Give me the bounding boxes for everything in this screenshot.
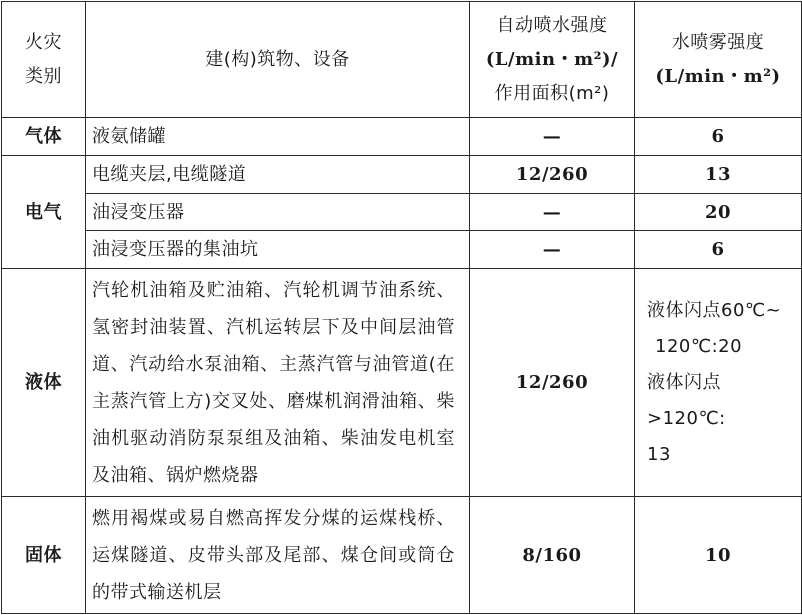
table-row [2, 156, 802, 194]
header-fire-category: 火灾 类别 [2, 2, 86, 118]
table-row [2, 269, 802, 497]
water-mist-cell: 6 [635, 231, 802, 269]
water-mist-cell: 10 [635, 497, 802, 614]
water-mist-cell: 6 [635, 118, 802, 156]
category-cell: 电气 [2, 156, 86, 269]
category-cell: 气体 [2, 118, 86, 156]
header-object: 建(构)筑物、设备 [86, 2, 470, 118]
table-row [2, 231, 802, 269]
object-cell: 液氨储罐 [86, 118, 470, 156]
category-cell: 固体 [2, 497, 86, 614]
header-auto-spray: 自动喷水强度 (L/min・m²)/ 作用面积(m²) [470, 2, 635, 118]
spray-intensity-table [1, 1, 802, 614]
water-mist-cell: 液体闪点60℃~ 120℃:20 液体闪点>120℃: 13 [635, 269, 802, 497]
object-cell: 燃用褐煤或易自燃高挥发分煤的运煤栈桥、运煤隧道、皮带头部及尾部、煤仓间或筒仓的带式输送机层 [86, 497, 470, 614]
object-cell: 汽轮机油箱及贮油箱、汽轮机调节油系统、氢密封油装置、汽机运转层下及中间层油管道、汽动给水泵油箱、主蒸汽管与油管道(在主蒸汽管上方)交叉处、磨煤机润滑油箱、柴油机驱动消防泵泵组及油箱、柴油发电机室及油箱、锅炉燃烧器 [86, 269, 470, 497]
object-cell: 油浸变压器 [86, 194, 470, 231]
auto-spray-cell: 8/160 [470, 497, 635, 614]
auto-spray-cell: — [470, 118, 635, 156]
auto-spray-cell: — [470, 231, 635, 269]
header-water-mist: 水喷雾强度 (L/min・m²) [635, 2, 802, 118]
auto-spray-cell: 12/260 [470, 269, 635, 497]
category-cell: 液体 [2, 269, 86, 497]
auto-spray-cell: — [470, 194, 635, 231]
table-row [2, 497, 802, 614]
auto-spray-cell: 12/260 [470, 156, 635, 194]
table-row [2, 194, 802, 231]
object-cell: 电缆夹层,电缆隧道 [86, 156, 470, 194]
water-mist-cell: 13 [635, 156, 802, 194]
table-header-row [2, 2, 802, 118]
water-mist-cell: 20 [635, 194, 802, 231]
table-row [2, 118, 802, 156]
object-cell: 油浸变压器的集油坑 [86, 231, 470, 269]
